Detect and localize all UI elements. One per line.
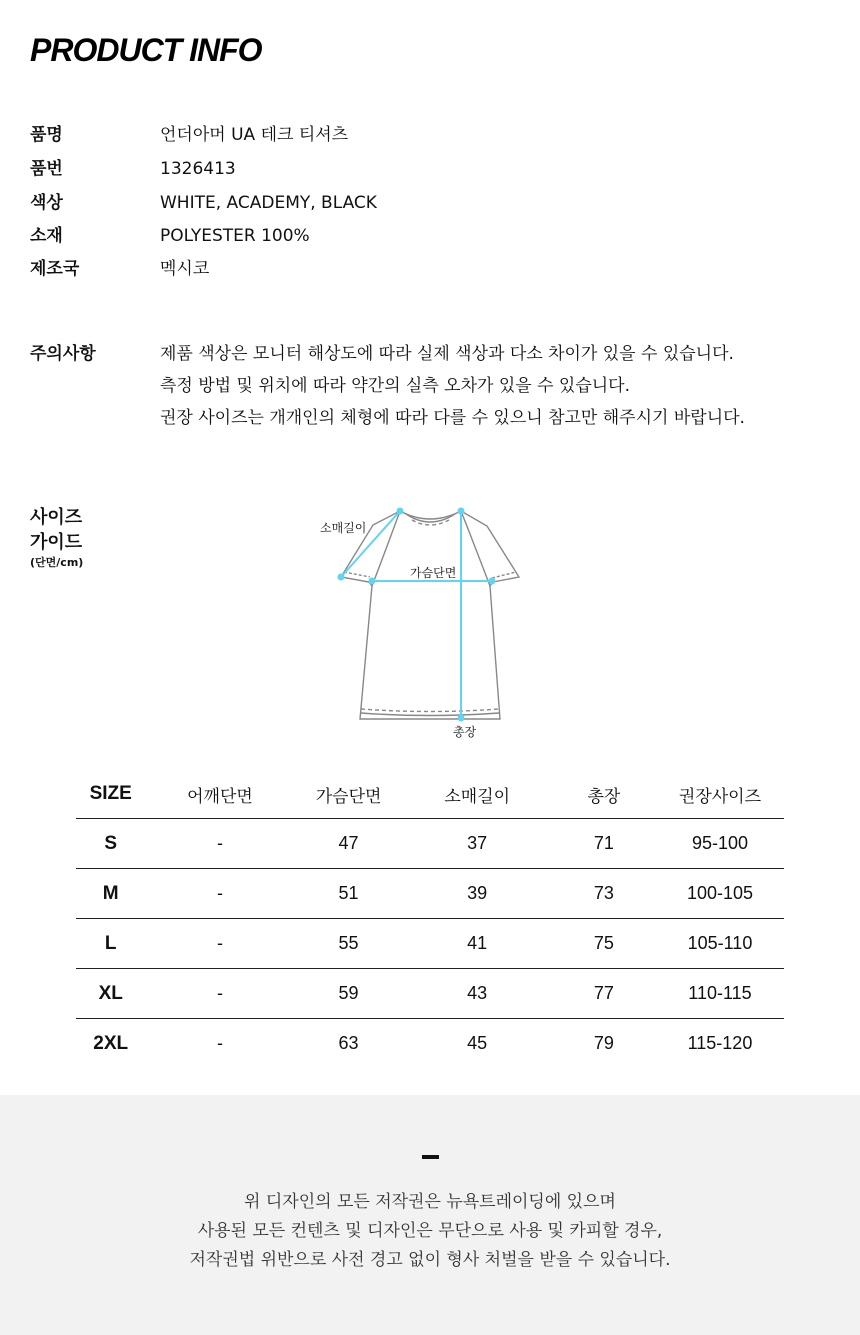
table-cell: - xyxy=(216,1033,223,1053)
table-cell: 39 xyxy=(403,869,552,919)
info-value: WHITE, ACADEMY, BLACK xyxy=(160,193,377,213)
table-cell: 41 xyxy=(403,919,552,969)
page-title: PRODUCT INFO xyxy=(30,32,262,68)
table-cell: 77 xyxy=(552,969,656,1019)
table-cell: 73 xyxy=(552,869,656,919)
table-header-cell: 권장사이즈 xyxy=(656,770,784,819)
table-row xyxy=(76,919,784,969)
table-header-cell: 가슴단면 xyxy=(295,770,403,819)
table-cell-size: M xyxy=(76,869,145,919)
table-header-cell: SIZE xyxy=(76,770,145,819)
table-cell-size: S xyxy=(76,819,145,869)
info-label: 색상 xyxy=(30,193,63,213)
table-cell: 79 xyxy=(593,1033,614,1053)
info-value: 언더아머 UA 테크 티셔츠 xyxy=(160,125,349,145)
notice-line: 제품 색상은 모니터 해상도에 따라 실제 색상과 다소 차이가 있을 수 있습니다. xyxy=(160,344,734,364)
table-cell: 45 xyxy=(467,1033,488,1053)
table-cell: 47 xyxy=(295,819,403,869)
table-row xyxy=(76,1019,784,1069)
copyright-line: 사용된 모든 컨텐츠 및 디자인은 무단으로 사용 및 카피할 경우, xyxy=(197,1221,663,1241)
size-guide-title-line1: 사이즈 xyxy=(30,507,83,528)
table-cell: 75 xyxy=(552,919,656,969)
tshirt-outline xyxy=(341,511,519,719)
table-cell: 59 xyxy=(295,969,403,1019)
table-cell: 100-105 xyxy=(656,869,784,919)
table-header-cell: 총장 xyxy=(552,770,656,819)
table-cell: 71 xyxy=(552,819,656,869)
copyright-footer xyxy=(0,1095,860,1335)
table-cell: 51 xyxy=(295,869,403,919)
footer-divider xyxy=(422,1155,439,1159)
total-length-label: 총장 xyxy=(453,725,477,739)
table-cell-size: 2XL xyxy=(93,1032,129,1054)
size-table xyxy=(76,770,784,1068)
notice-label: 주의사항 xyxy=(30,344,96,364)
table-cell: - xyxy=(145,869,294,919)
copyright-line: 저작권법 위반으로 사전 경고 없이 형사 처벌을 받을 수 있습니다. xyxy=(189,1250,671,1270)
info-value: 멕시코 xyxy=(160,259,210,279)
info-label: 제조국 xyxy=(30,259,80,279)
measurement-lines xyxy=(339,509,495,721)
table-cell: - xyxy=(145,819,294,869)
table-header-row xyxy=(76,770,784,819)
copyright-notice xyxy=(0,1190,860,1277)
chest-width-label: 가슴단면 xyxy=(410,566,457,580)
info-label: 품번 xyxy=(30,159,63,179)
table-header-cell: 어깨단면 xyxy=(145,770,294,819)
info-value: POLYESTER 100% xyxy=(160,226,310,246)
notice-text xyxy=(160,342,745,438)
table-cell-size: L xyxy=(76,919,145,969)
table-header-cell: 소매길이 xyxy=(403,770,552,819)
copyright-line: 위 디자인의 모든 저작권은 뉴욕트레이딩에 있으며 xyxy=(244,1192,616,1212)
table-cell: 55 xyxy=(295,919,403,969)
info-label: 품명 xyxy=(30,125,63,145)
notice-line: 측정 방법 및 위치에 따라 약간의 실측 오차가 있을 수 있습니다. xyxy=(160,376,630,396)
table-cell: 43 xyxy=(403,969,552,1019)
table-row xyxy=(76,969,784,1019)
size-guide-unit: (단면/cm) xyxy=(30,556,84,569)
table-cell: - xyxy=(145,969,294,1019)
notice-line: 권장 사이즈는 개개인의 체형에 따라 다를 수 있으니 참고만 해주시기 바랍니다. xyxy=(160,408,745,428)
table-cell: - xyxy=(145,919,294,969)
table-cell: 115-120 xyxy=(687,1033,753,1053)
info-label: 소재 xyxy=(30,226,63,246)
table-cell: 95-100 xyxy=(656,819,784,869)
table-cell: 110-115 xyxy=(656,969,784,1019)
table-cell: 105-110 xyxy=(656,919,784,969)
table-row xyxy=(76,869,784,919)
table-cell: 37 xyxy=(403,819,552,869)
size-guide-label xyxy=(30,505,83,571)
table-cell: 63 xyxy=(338,1033,359,1053)
size-guide-title-line2: 가이드 xyxy=(30,532,83,553)
info-value: 1326413 xyxy=(160,159,236,179)
table-row xyxy=(76,819,784,869)
sleeve-length-label: 소매길이 xyxy=(320,521,367,535)
table-cell-size: XL xyxy=(76,969,145,1019)
tshirt-size-diagram xyxy=(300,500,540,745)
